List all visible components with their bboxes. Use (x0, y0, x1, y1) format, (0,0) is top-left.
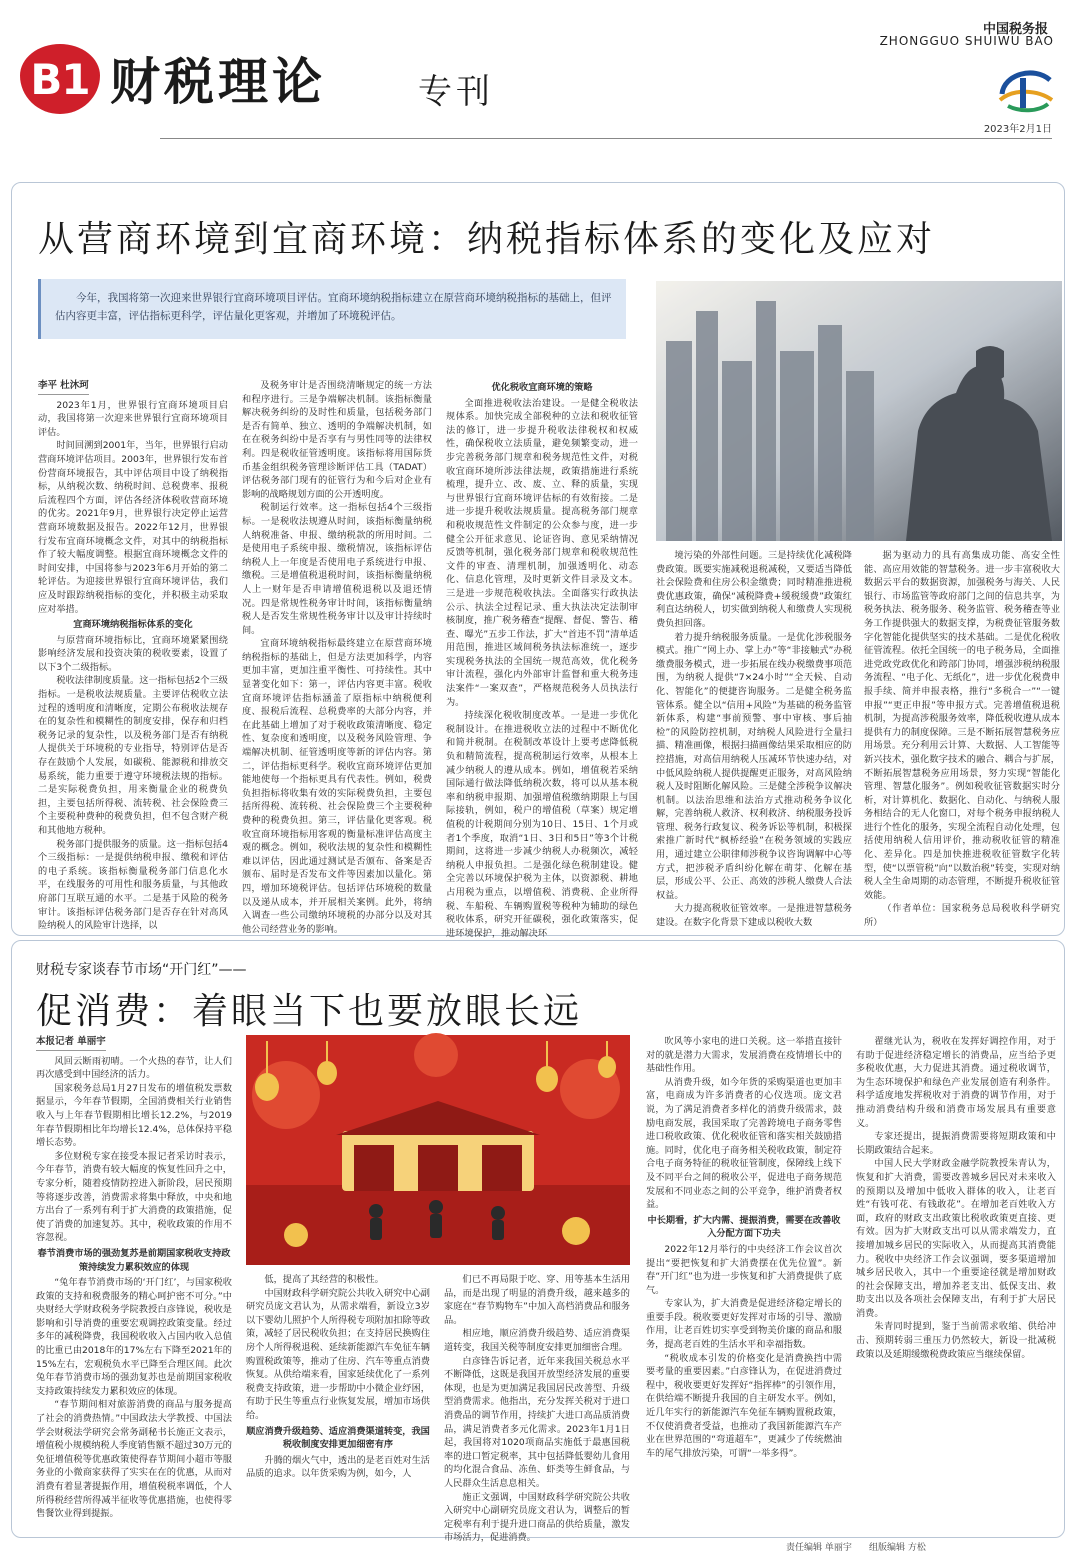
section-subtitle: 专刊 (418, 72, 494, 112)
article-2-column-5 (856, 1035, 1056, 1531)
paragraph: 税制运行效率。这一指标包括4个三级指标。一是税收法规遵从时间，该指标衡量纳税人纳税准备、申报、缴纳税款的所用时间。二是使用电子系统申报、缴税情况，该指标评估纳税人上一年度是否使用电子系统进行申报、缴税。三是增值税退税时间，该指标衡量纳税人上一财年是否申请增值税退税以及退还情况。四是常规性税务审计时间，该指标衡量纳税人是否发生常规性税务审计以及审计持续时间。 (242, 502, 432, 636)
paragraph: 及税务审计是否围绕清晰规定的统一方法和程序进行。三是争端解决机制。该指标衡量解决税务纠纷的及时性和质量，包括税务部门是否有简单、独立、透明的争端解决机制，如在在税务纠纷中是否享有与男性同等的法律权利。四是税收征管透明度。该指标将用国际货币基金组织税务管理诊断评估工具（TADAT）评估税务部门现有的征管行为和今后对企业有影响的战略规划方面的公开透明度。 (242, 380, 432, 500)
subhead: 宜商环境纳税指标体系的变化 (73, 619, 193, 631)
paragraph: 时间回溯到2001年，当年，世界银行启动营商环境评估项目。2003年，世界银行发布首份营商环境报告，其中评估项目中设了纳税指标，从纳税次数、纳税时间、总税费率、报税后流程四个方面，评估各经济体税收营商环境的优劣。2021年9月，世界银行决定停止运营营商环境数据及报告。2022年12月，世界银行发布宜商环境概念文件，对其中的纳税指标作了较大幅度调整。根据宜商环境概念文件的时间安排，中国将参与2023年6月开始的第二轮评估。为迎接世界银行宜商环境评估，我们应及时跟踪纳税指标的变化，并积极主动采取应对举措。 (38, 440, 228, 615)
paragraph: 白彦锋告诉记者，近年来我国关税总水平不断降低，这既是我国开放型经济发展的重要体现，也是为更加满足我国居民改善型、升级型消费需求。他指出，充分发挥关税对于进口消费品的调节作用，持续扩大进口高品质消费品，满足消费者多元化需求。2023年1月1日起，我国将对1020项商品实施低于最惠国税率的进口暂定税率，其中包括降低婴幼儿食用的均化混合食品、冻鱼、虾类等生鲜食品，与人民群众生活息息相关。 (444, 1355, 630, 1489)
paragraph: 与原营商环境指标比，宜商环境紧紧围绕影响经济发展和投资决策的税收要素，设置了以下3个二级指标。 (38, 634, 228, 673)
paragraph: 全面推进税收法治建设。一是健全税收法规体系。加快完成全部税种的立法和税收征管法的修订，进一步提升税收法律税权和权威性，确保税收立法质量，避免频繁变动，进一步完善税务部门规章和税务规范性文件，对税收宜商环境所涉法律法规，政策措施进行系统梳理，提升立、改、废、立、释的质量，实现与世界银行宜商环境评估标的有效衔接。二是进一步提升税收法规质量。提高税务部门规章和税收规范性文件制定的公众参与度，进一步健全公开征求意见、论证咨询、意见采纳情况反馈等机制，强化税务部门规章和税收规范性文件的审查、清理机制，加强透明化、动态化、信息化管理，及时更新文件目录及文本。三是进一步规范税收执法。全面落实行政执法公示、执法全过程记录、重大执法决定法制审核制度，推广税务稽查“提醒、督促、警告、稽查、曝光”五步工作法，扩大“首违不罚”清单适用范围，推进区域间税务执法标准统一，逐步实现税务执法的全国统一规范高效，优化税务审计流程，强化内外部审计监督和重大税务违法案件“一案双查”，严格规范税务人员执法行为。 (446, 397, 638, 708)
article-1 (11, 182, 1065, 939)
paragraph: 税务部门提供服务的质量。这一指标包括4个三级指标：一是提供纳税申报、缴税和评估的电子系统。该指标衡量税务部门信息化水平，在线服务的可用性和服务质量，与其他政府部门互联互通的水平。二是基于风险的税务审计。该指标评估税务部门是否存在针对高风险纳税人的风险审计选择，以 (38, 838, 228, 932)
page-badge: B1 (20, 44, 100, 114)
article-2-byline: 本报记者 单丽宇 (36, 1035, 106, 1051)
article-1-byline: 李平 杜沐珂 (38, 379, 89, 395)
article-2-headline: 促消费：着眼当下也要放眼长远 (36, 991, 583, 1032)
paragraph: 境污染的外部性问题。三是持续优化减税降费政策。既要实施减税退税减税，又要适当降低社会保险费和住房公积金缴费；同时精准推进税费优惠政策，确保“减税降费+缓税缓费”政策红利直达纳税人，切实做到纳税人和缴费人实现税费负担回落。 (656, 550, 852, 629)
responsible-editor: 责任编辑 单丽宇 (786, 1543, 852, 1553)
article-2-column-4 (646, 1035, 842, 1531)
article-1-column-4 (656, 549, 852, 929)
paragraph: 宜商环境纳税指标最终建立在原营商环境纳税指标的基础上，但是方法更加科学，内容更加丰富，更加注重平衡性、可持续性。其中显著变化如下：第一，评估内容更丰富。税收宜商环境评估指标涵盖了原指标中纳税便利度、报税后流程、总税费率的大部分内容，并在此基础上增加了对于税收政策清晰度、稳定性、复杂度和透明度，以及税务风险管理、争端解决机制、征管透明度等新的评估内容。第二，评估指标更科学。税收宜商环境评估更加能地使每一个指标更具有代表性。例如，税费负担指标将收集有效的实际税费负担，主要包括所得税、流转税、社会保险费三个主要税种费种的税费负担。第三，评估量化更客观。税收宜商环境指标用客观的衡量标准评估高度主观的概念。例如，税收法规的复杂性和模糊性难以评估，因此通过测试是否颁布、备案是否颁布、届时是否发布文件等因素加以量化。第四，增加环境税评估。包括评估环境税的数量以及递从成本，并开展相关案例。此外，将纳入调查一些公司缴纳环境税的办部分以及对其他公司经营业务的影响。 (242, 638, 432, 935)
paragraph: 升腾的烟火气中，透出的是老百姓对生活品质的追求。以年货采购为例，如今，人 (246, 1454, 430, 1480)
page-footer (786, 1540, 926, 1553)
article-2-illustration (246, 1035, 630, 1265)
publish-date: 2023年2月1日 (983, 124, 1052, 135)
paragraph: 专家认为，扩大消费是促进经济稳定增长的重要手段。税收要更好发挥对市场的引导、激励作用，让老百姓切实享受到物美价廉的商品和服务，提高老百姓的生活水平和幸福指数。 (646, 1298, 842, 1351)
paragraph: 翟继光认为，税收在发挥好调控作用，对于有助于促进经济稳定增长的消费品，应当给予更多税收优惠，大力促进其消费。通过税收调节，为生态环境保护和绿色产业发展创造有利条件。科学适度地发挥税收对于消费的调节作用，对于推动消费结构升级和消费市场发展具有重要意义。 (856, 1036, 1056, 1129)
paragraph: 多位财税专家在接受本报记者采访时表示，今年春节，消费有较大幅度的恢复性回升之中，专家分析，随着疫情防控进入新阶段，居民预期等将逐步改善，消费需求将集中释放，中央和地方出台了一系列有利于扩大消费的政策措施，促使了消费的加速复苏。其中，税收政策的作用不容忽视。 (36, 1150, 232, 1244)
paragraph: “兔年春节消费市场的‘开门红’，与国家税收政策的支持和税费服务的精心呵护密不可分。”中央财经大学财政税务学院教授白彦锋说，税收是影响和引导消费的重要宏观调控政策变量。经过多年的减税降费，我国税收收入占国内收入总值的比重已由2018年的17%左右下降至2021年的15%左右，宏观税负水平已降至合理区间。此次兔年春节消费市场的强劲复苏也是前期国家税收支持政策持续发力累积效应的体现。 (36, 1277, 232, 1397)
layout-editor: 组版编辑 方松 (869, 1543, 926, 1553)
paragraph: 朱青同时提到，鉴于当前需求收缩、供给冲击、预期转弱三重压力仍然较大，新设一批减税政策以及延期缓缴税费政策应当继续保留。 (856, 1321, 1056, 1360)
paragraph: 从消费升级，如今年货的采购渠道也更加丰富，电商成为许多消费者的心仪选项。庞文君说，为了满足消费者多样化的消费升级需求，鼓励电商发展，我国采取了完善跨境电子商务零售进口税收政策、优化税收征管和落实相关鼓励措施。同时，优化电子商务相关税收政策，制定符合电子商务特征的税收征管制度，保障线上线下及不同平台之间的税收公平，促进电子商务规范发展和不同业态之间的公平竞争，维护消费者权益。 (646, 1076, 842, 1211)
paragraph: 中国人民大学财政金融学院教授朱青认为，恢复和扩大消费，需要改善城乡居民对未来收入的预期以及增加中低收入群体的收入，让老百姓“有钱可花、有钱敢花”。在增加老百姓收入方面，政府的财政支出政策比税收政策更直接、更有效。因为扩大财政支出可以从需求端发力，直接增加城乡居民的实际收入，从而提高其消费能力。税收中央经济工作会议强调，要多渠道增加城乡居民收入，其中一个重要途径就是增加财政的社会保障支出，增加养老支出、低保支出、救助支出以及各项社会保障支出，有利于扩大居民消费。 (856, 1158, 1056, 1319)
paragraph: 专家还提出，提振消费需要将短期政策和中长期政策结合起来。 (856, 1131, 1056, 1156)
article-2-column-1 (36, 1035, 232, 1531)
paragraph: 2023年1月，世界银行宜商环境项目启动，我国将第一次迎来世界银行宜商环境项目评估。 (38, 399, 228, 438)
paragraph: 们已不再局限于吃、穿、用等基本生活用品，而是出现了明显的消费升级，越来越多的家庭在“春节购物车”中加入高档消费品和服务品。 (444, 1274, 630, 1326)
newspaper-logo-icon (994, 60, 1056, 116)
article-1-photo (656, 281, 1062, 541)
article-1-column-1 (38, 379, 228, 932)
subhead: 中长期看，扩大内需、提振消费，需要在改善收入分配方面下功夫 (647, 1214, 841, 1240)
paragraph: 风回云断雨初晴。一个火热的春节，让人们再次感受到中国经济的活力。 (36, 1055, 232, 1081)
subhead: 春节消费市场的强劲复苏是前期国家税收支持政策持续发力累积效应的体现 (37, 1247, 231, 1273)
paper-name-en: ZHONGGUO SHUIWU BAO (879, 34, 1054, 48)
article-2-kicker: 财税专家谈春节市场“开门红”—— (36, 962, 247, 978)
article-1-column-3 (446, 379, 638, 939)
subhead: 顺应消费升级趋势、适应消费渠道转变，我国税收制度安排更加细密有序 (246, 1425, 430, 1451)
paragraph: 据为驱动力的具有高集成功能、高安全性能、高应用效能的智慧税务。进一步丰富税收大数据云平台的数据资源，加强税务与海关、人民银行、市场监管等政府部门之间的信息共享，为税务执法、税务服务、税务监管、税务稽查等业务工作提供强大的数据支撑，为税费征管服务数字化智能化提供坚实的技术基础。二是优化税收征管流程。依托全国统一的电子税务局，全面推进党政党政优化和跨部门协同，增强涉税纳税服务流程、“电子化、无纸化”，进一步优化税费申报手续、简并申报表格，推行“多税合一”“一键申报”“更正申报”等申报方式。完善增值税退税机制，为提高涉税服务效率，降低税收遵从成本提供有力的制度保障。三是不断拓展智慧税务应用场景。充分利用云计算、大数据、人工智能等新兴技术，强化数字技术的融合、耦合与扩展，不断拓展智慧税务应用场景，努力实现“智能化管理、智慧化服务”。例如税收征管数据实时分析，对计算机化、数据化、自动化、与纳税人服务相结合的无人化窗口，对每个税务申报纳税人进行个性化的服务，实现全流程自动化处理，包括使用纳税人信用评价，推动税收征管的精准化、差异化。四是加快推进税收征管数字化转型，使“以票管税”向“以数治税”转变，实现对纳税人全生命周期的动态管理，不断提升税收征管效能。 (864, 550, 1060, 901)
paragraph: 中国财政科学研究院公共收入研究中心副研究员庞文君认为，从需求端看，新设立3岁以下婴幼儿照护个人所得税专项附加扣除等政策，减轻了居民税收负担；在支持居民换购住房个人所得税退税、延续新能源汽车免征车辆购置税政策等，推动了住房、汽车等重点消费恢复。从供给端来看，国家延续优化了一系列税费支持政策，进一步帮助中小微企业纾困，有助于民生等重点行业恢复发展，增加市场供给。 (246, 1287, 430, 1421)
masthead-rule (160, 138, 1052, 139)
paragraph: 持续深化税收制度改革。一是进一步优化税制设计。在推进税收立法的过程中不断优化和简并税制。在税制改革设计上要考虑降低税负和精简流程，提高税制运行效率，从根本上减少纳税人的遵从成本。例如，增值税若采纳国际通行做法降低纳税次数，将可以从基本税率和纳税申报期、加强增值税缴纳期限上与国际接轨，例如，税户的增值税（草案）规定增值税的计税期间分别为10日、15日、1个月或者1个季度，取消“1日、3日和5日”等3个计税期间，这将进一步减少纳税人办税频次，减轻纳税人申报负担。二是强化绿色税制建设。健全完善以环境保护税为主体，以资源税、耕地占用税为重点，以增值税、消费税、企业所得税、车船税、车辆购置税等税种为辅助的绿色税收体系，研究开征碳税，强化政策落实，促进环境保护，推动解决环 (446, 710, 638, 939)
article-1-lead: 今年，我国将第一次迎来世界银行宜商环境项目评估。宜商环境纳税指标建立在原营商环境纳税指标的基础上，但评估内容更丰富，评估指标更科学，评估量化更客观，并增加了环境税评估。 (38, 279, 626, 339)
paragraph: 施正文强调，中国财政科学研究院公共收入研究中心副研究员庞文君认为，调整后的暂定税率有利于提升进口商品的供给质量，激发市场活力，促进消费。 (444, 1491, 630, 1544)
article-1-headline: 从营商环境到宜商环境：纳税指标体系的变化及应对 (38, 219, 936, 260)
article-2-column-3 (444, 1273, 630, 1544)
paragraph: 国家税务总局1月27日发布的增值税发票数据显示，今年春节假期，全国消费相关行业销售收入与上年春节假期相比增长12.2%，与2019年春节假期相比年均增长12.4%，总体保持平稳增长态势。 (36, 1082, 232, 1149)
paragraph: “税收成本引发的价格变化是消费换挡中需要考量的重要因素。”白彦锋认为，在促进消费过程中，税收要更好发挥好“指挥棒”的引领作用，在供给端不断提升我国的自主研发水平。例如，近几年实行的新能源汽车免征车辆购置税政策，不仅使消费者受益，也推动了我国新能源汽车产业在世界范围的“弯道超车”，更减少了传统燃油车的尾气排放污染，可谓“一举多得”。 (646, 1352, 842, 1459)
article-2-column-2 (246, 1273, 430, 1531)
subhead: 优化税收宜商环境的策略 (491, 382, 593, 393)
city-skyline-image (656, 281, 1062, 541)
section-title: 财税理论 (110, 52, 326, 111)
article-2 (11, 940, 1065, 1544)
paragraph: 2022年12月举行的中央经济工作会议首次提出“要把恢复和扩大消费摆在优先位置”。新春“开门红”也为进一步恢复和扩大消费提供了底气。 (646, 1243, 842, 1296)
article-1-column-2 (242, 379, 432, 935)
paper-name-cn: 中国税务报 (982, 22, 1048, 37)
paragraph: 大力提高税收征管效率。一是推进智慧税务建设。在数字化背景下建成以税收大数 (656, 903, 852, 929)
paragraph: （作者单位：国家税务总局税收科学研究所） (864, 903, 1060, 929)
spring-festival-market-image (246, 1035, 630, 1265)
paragraph: 税收法律制度质量。这一指标包括2个三级指标。一是税收法规质量。主要评估税收立法过程的透明度和清晰度，定期公布税收法规存在的复杂性和模糊性的制度安排，保存和归档税务记录的复杂性，以及税务部门是否有纳税人提供关于环境税的专业指导，特别评估是否存在鼓励个人发展，如碳税、能源税和排放交易系统，能力重要于遵守环境税法规的指标。二是实际税费负担，用来衡量企业的税费负担，主要包括所得税、流转税、社会保险费三个主要税种费种的税费负担，但不包含财产税和其他地方税种。 (38, 675, 228, 836)
paragraph: “春节期间相对旅游消费的商品与服务提高了社会的消费热情。”中国政法大学教授、中国法学会财税法学研究会常务副秘书长施正文表示，增值税小规模纳税人季度销售额不超过30万元的免征增值税等优惠政策使得春节期间小超市等服务业的小微商家获得了实实在在的优惠，从而对消费有着显著提振作用，增值税税率调低，个人所得税经营所得减半征收等优惠措施，也使得零售餐饮业得到提振。 (36, 1399, 232, 1520)
paragraph: 低，提高了其经营的积极性。 (264, 1274, 384, 1285)
article-1-column-5 (864, 549, 1060, 929)
paragraph: 吹风等小家电的进口关税。这一举措直接针对的就是潜力大需求，发展消费在疫情增长中的基础性作用。 (646, 1036, 842, 1075)
paragraph: 相应地，顺应消费升级趋势、适应消费渠道转变，我国关税等制度安排更加细密合理。 (444, 1328, 630, 1353)
paragraph: 着力提升纳税服务质量。一是优化涉税服务模式。推广“网上办、掌上办”等“非接触式”办税缴费服务模式，进一步拓展在线办税缴费事项范围，为纳税人提供“7×24小时”“全天候、自动化、智能化”的便捷咨询服务。二是健全税务监管体系。健全以“信用+风险”为基础的税务监管新体系，构建“事前预警、事中审核、事后抽检”的风险防控机制，对纳税人风险进行全量扫描、精准画像，根据扫描画像结果采取相应的防控措施，对高信用纳税人压减环节快速办结，对中低风险纳税人提供提醒更正服务，对高风险纳税人及时阻断化解风险。三是健全涉税争议解决机制。以法治思维和法治方式推动税务争议化解，完善纳税人救济、权利救济、纳税服务投诉管理、税务行政复议、税务诉讼等机制，积极探索推广新时代“枫桥经验”在税务领域的实践应用，通过建立公职律师涉税争议咨询调解中心等方式，把涉税矛盾纠纷化解在萌芽、化解在基层，形成公平、公正、高效的涉税人缴费人合法权益。 (656, 631, 852, 901)
